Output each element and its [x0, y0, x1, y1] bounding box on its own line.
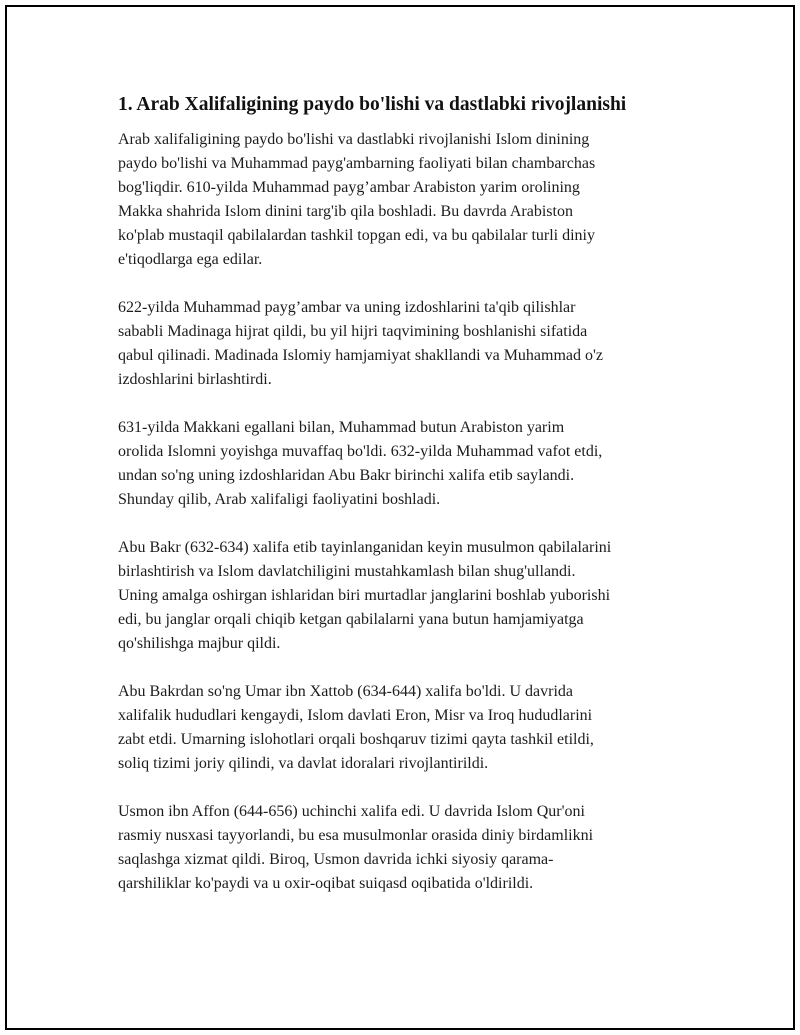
paragraph-line: Usmon ibn Affon (644-656) uchinchi xalifa edi. U davrida Islom Qur'oni [118, 803, 585, 820]
paragraph-line: izdoshlarini birlashtirdi. [118, 371, 272, 388]
paragraph-3 [118, 416, 678, 512]
paragraph-line: paydo bo'lishi va Muhammad payg'ambarning faoliyati bilan chambarchas [118, 155, 596, 172]
paragraph-line: Abu Bakrdan so'ng Umar ibn Xattob (634-644) xalifa bo'ldi. U davrida [118, 683, 573, 700]
paragraph-line: bog'liqdir. 610-yilda Muhammad payg’ambar Arabiston yarim orolining [118, 179, 580, 196]
paragraph-1 [118, 128, 678, 272]
paragraph-line: sababli Madinaga hijrat qildi, bu yil hijri taqvimining boshlanishi sifatida [118, 323, 588, 340]
paragraph-line: Abu Bakr (632-634) xalifa etib tayinlanganidan keyin musulmon qabilalarini [118, 539, 612, 556]
paragraph-line: orolida Islomni yoyishga muvaffaq bo'ldi. 632-yilda Muhammad vafot etdi, [118, 443, 603, 460]
paragraph-line: qabul qilinadi. Madinada Islomiy hamjamiyat shakllandi va Muhammad o'z [118, 347, 603, 364]
paragraph-line: 631-yilda Makkani egallani bilan, Muhammad butun Arabiston yarim [118, 419, 565, 436]
paragraph-line: Shunday qilib, Arab xalifaligi faoliyatini boshladi. [118, 491, 441, 508]
paragraph-line: undan so'ng uning izdoshlaridan Abu Bakr birinchi xalifa etib saylandi. [118, 467, 575, 484]
paragraph-line: rasmiy nusxasi tayyorlandi, bu esa musulmonlar orasida diniy birdamlikni [118, 827, 594, 844]
paragraph-5 [118, 680, 678, 776]
paragraph-line: 622-yilda Muhammad payg’ambar va uning izdoshlarini ta'qib qilishlar [118, 299, 576, 316]
document-body [118, 92, 678, 920]
paragraph-line: Uning amalga oshirgan ishlaridan biri murtadlar janglarini boshlab yuborishi [118, 587, 611, 604]
paragraph-line: qarshiliklar ko'paydi va u oxir-oqibat suiqasd oqibatida o'ldirildi. [118, 875, 534, 892]
section-heading: 1. Arab Xalifaligining paydo bo'lishi va dastlabki rivojlanishi [118, 94, 627, 115]
paragraph-line: qo'shilishga majbur qildi. [118, 635, 281, 652]
paragraph-2 [118, 296, 678, 392]
paragraph-line: saqlashga xizmat qildi. Biroq, Usmon davrida ichki siyosiy qarama- [118, 851, 554, 868]
paragraph-line: Arab xalifaligining paydo bo'lishi va dastlabki rivojlanishi Islom dinining [118, 131, 590, 148]
paragraph-list [118, 128, 678, 896]
paragraph-6 [118, 800, 678, 896]
paragraph-4 [118, 536, 678, 656]
paragraph-line: Makka shahrida Islom dinini targ'ib qila boshladi. Bu davrda Arabiston [118, 203, 573, 220]
paragraph-line: zabt etdi. Umarning islohotlari orqali boshqaruv tizimi qayta tashkil etildi, [118, 731, 594, 748]
paragraph-line: e'tiqodlarga ega edilar. [118, 251, 263, 268]
paragraph-line: ko'plab mustaqil qabilalardan tashkil topgan edi, va bu qabilalar turli diniy [118, 227, 595, 244]
paragraph-line: soliq tizimi joriy qilindi, va davlat idoralari rivojlantirildi. [118, 755, 489, 772]
paragraph-line: xalifalik hududlari kengaydi, Islom davlati Eron, Misr va Iroq hududlarini [118, 707, 593, 724]
paragraph-line: birlashtirish va Islom davlatchiligini mustahkamlash bilan shug'ullandi. [118, 563, 576, 580]
paragraph-line: edi, bu janglar orqali chiqib ketgan qabilalarni yana butun hamjamiyatga [118, 611, 584, 628]
